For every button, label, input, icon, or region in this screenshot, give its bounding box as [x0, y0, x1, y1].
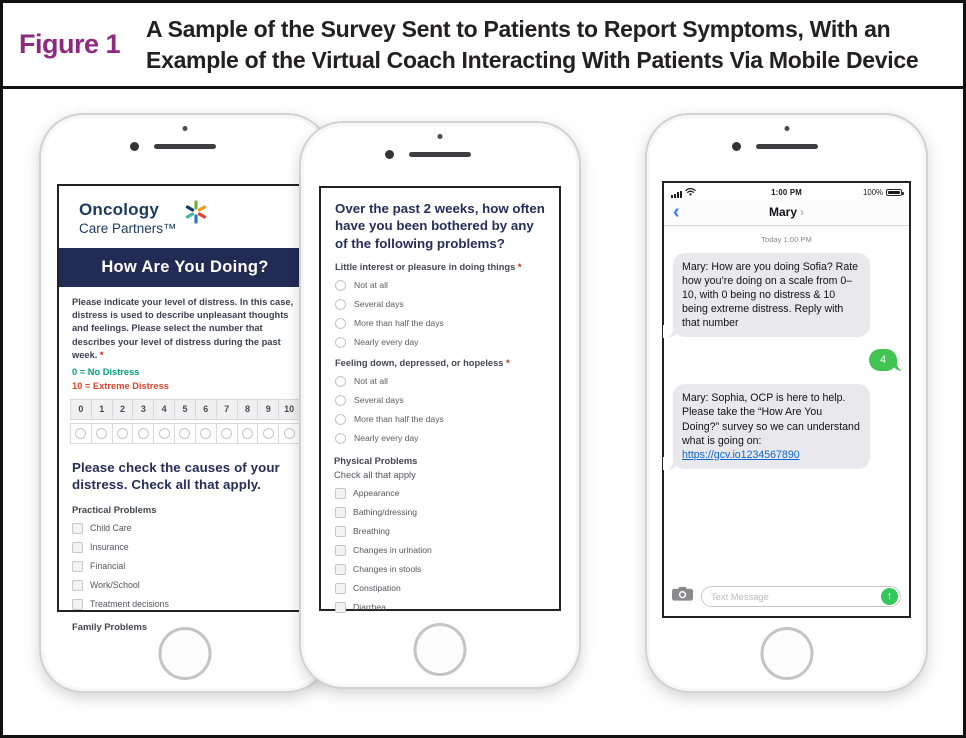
- required-asterisk: *: [517, 261, 522, 272]
- checkbox[interactable]: [72, 523, 83, 534]
- messages-nav-bar: [664, 199, 909, 226]
- question2-text: Feeling down, depressed, or hopeless: [335, 357, 504, 368]
- logo-name-bottom: Care Partners™: [79, 221, 177, 236]
- signal-strength-icon: [671, 191, 682, 199]
- checkbox[interactable]: [72, 599, 83, 610]
- figure-title: [146, 14, 918, 75]
- survey-link[interactable]: https://gcv.io1234567890: [682, 448, 800, 461]
- radio-option[interactable]: [335, 414, 545, 425]
- distress-intro-body: Please indicate your level of distress. In this case, distress is used to describe unpleasant thoughts and feelings. Please select the number that describes your level of distress during the past week.: [72, 297, 294, 360]
- radio-option[interactable]: [335, 280, 545, 291]
- checkbox-item[interactable]: [335, 507, 545, 518]
- radio-button[interactable]: [335, 299, 346, 310]
- chat-area: [664, 226, 909, 616]
- radio-button[interactable]: [335, 433, 346, 444]
- scale-radio-cell[interactable]: [196, 424, 217, 444]
- causes-heading: Please check the causes of your distress. Check all that apply.: [72, 459, 280, 492]
- camera-icon[interactable]: [672, 586, 693, 606]
- practical-problems-list: [59, 523, 311, 610]
- distress-intro-text: [72, 296, 298, 362]
- phone-distress-survey: [39, 113, 331, 693]
- question2-options: [321, 376, 559, 444]
- distress-survey-screen: [57, 184, 313, 632]
- checkbox-label: Constipation: [353, 583, 401, 594]
- logo-name-top: Oncology: [79, 200, 159, 219]
- starburst-logo-icon: [184, 200, 208, 229]
- oncology-care-partners-logo: [59, 186, 311, 236]
- scale-radio-button[interactable]: [159, 428, 170, 439]
- scale-number-cell: 0: [71, 400, 92, 420]
- scale-radio-row: [70, 423, 300, 444]
- figure-title-line1: A Sample of the Survey Sent to Patients to Report Symptoms, With an: [146, 16, 891, 43]
- scale-legend-low: 0 = No Distress: [72, 366, 140, 377]
- scale-radio-button[interactable]: [117, 428, 128, 439]
- radio-option[interactable]: [335, 376, 545, 387]
- checkbox-item[interactable]: [72, 580, 298, 591]
- phone-top-dot: [438, 134, 443, 139]
- contact-name[interactable]: Mary: [768, 205, 797, 219]
- radio-label: Nearly every day: [354, 433, 419, 444]
- survey-banner-title: How Are You Doing?: [59, 248, 311, 287]
- phq-survey-screen: [319, 186, 561, 611]
- checkbox-label: Diarrhea: [353, 602, 386, 613]
- figure-body: [3, 89, 963, 735]
- checkbox-label: Changes in stools: [353, 564, 422, 575]
- scale-radio-cell[interactable]: [113, 424, 134, 444]
- front-camera-icon: [732, 142, 741, 151]
- logo-text: [79, 200, 177, 236]
- radio-label: Several days: [354, 395, 404, 406]
- scale-radio-button[interactable]: [200, 428, 211, 439]
- checkbox-label: Financial: [90, 561, 126, 572]
- figure-title-line2: Example of the Virtual Coach Interacting With Patients Via Mobile Device: [146, 46, 919, 73]
- radio-button[interactable]: [335, 376, 346, 387]
- checkbox[interactable]: [72, 542, 83, 553]
- phq-question2-label: [335, 358, 545, 368]
- checkbox-item[interactable]: [335, 564, 545, 575]
- phone-phq-survey: [299, 121, 581, 689]
- checkbox[interactable]: [335, 507, 346, 518]
- distress-scale: [70, 399, 300, 444]
- physical-problems-heading: Physical Problems: [334, 454, 418, 466]
- scale-number-cell: 9: [258, 400, 279, 420]
- incoming-message-2: [673, 384, 870, 468]
- checkbox[interactable]: [335, 602, 346, 613]
- message-input[interactable]: [711, 591, 881, 602]
- scale-legend-high: 10 = Extreme Distress: [72, 380, 169, 391]
- battery-percent: 100%: [863, 188, 883, 197]
- required-asterisk: *: [99, 349, 104, 360]
- scale-radio-cell[interactable]: [154, 424, 175, 444]
- scale-radio-button[interactable]: [263, 428, 274, 439]
- checkbox-label: Breathing: [353, 526, 390, 537]
- scale-number-cell: 3: [133, 400, 154, 420]
- checkbox-item[interactable]: [335, 583, 545, 594]
- practical-problems-heading: Practical Problems: [72, 503, 157, 515]
- status-bar: [664, 183, 909, 199]
- scale-radio-cell[interactable]: [279, 424, 300, 444]
- phone-top-dot: [183, 126, 188, 131]
- checkbox-item[interactable]: [335, 545, 545, 556]
- checkbox[interactable]: [335, 526, 346, 537]
- radio-button[interactable]: [335, 318, 346, 329]
- messages-screen: [662, 181, 911, 618]
- radio-option[interactable]: [335, 299, 545, 310]
- scale-radio-button[interactable]: [179, 428, 190, 439]
- radio-button[interactable]: [335, 337, 346, 348]
- status-left: [671, 187, 735, 198]
- phq-question1-label: [335, 262, 545, 272]
- radio-option[interactable]: [335, 318, 545, 329]
- checkbox-label: Work/School: [90, 580, 140, 591]
- scale-radio-cell[interactable]: [258, 424, 279, 444]
- scale-number-cell: 1: [92, 400, 113, 420]
- checkbox-label: Child Care: [90, 523, 132, 534]
- checkbox[interactable]: [335, 488, 346, 499]
- checkbox-item[interactable]: [335, 488, 545, 499]
- scale-number-cell: 4: [154, 400, 175, 420]
- checkbox-item[interactable]: [335, 602, 545, 613]
- home-button[interactable]: [159, 627, 212, 680]
- checkbox-item[interactable]: [72, 523, 298, 534]
- radio-label: Not at all: [354, 376, 388, 387]
- scale-radio-button[interactable]: [242, 428, 253, 439]
- checkbox-item[interactable]: [72, 542, 298, 553]
- scale-radio-cell[interactable]: [238, 424, 259, 444]
- scale-number-cell: 7: [217, 400, 238, 420]
- scale-radio-button[interactable]: [221, 428, 232, 439]
- radio-button[interactable]: [335, 395, 346, 406]
- scale-number-cell: 2: [113, 400, 134, 420]
- scale-number-cell: 8: [238, 400, 259, 420]
- checkbox[interactable]: [72, 561, 83, 572]
- checkbox[interactable]: [335, 545, 346, 556]
- checkbox-label: Bathing/dressing: [353, 507, 418, 518]
- battery-icon: [886, 189, 902, 197]
- phone-messages: [645, 113, 928, 693]
- wifi-icon: [685, 187, 696, 198]
- scale-radio-cell[interactable]: [175, 424, 196, 444]
- incoming-message-2-text: Mary: Sophia, OCP is here to help. Please take the “How Are You Doing?” survey so we can understand what is going on:: [682, 392, 860, 447]
- radio-label: More than half the days: [354, 414, 444, 425]
- scale-radio-cell[interactable]: [92, 424, 113, 444]
- checkbox-item[interactable]: [335, 526, 545, 537]
- scale-radio-cell[interactable]: [71, 424, 92, 444]
- phone-top-dot: [784, 126, 789, 131]
- checkbox-label: Insurance: [90, 542, 129, 553]
- date-header: Today 1:00 PM: [761, 235, 812, 244]
- send-button[interactable]: ↑: [881, 588, 898, 605]
- radio-label: Not at all: [354, 280, 388, 291]
- family-problems-heading: Family Problems: [72, 620, 148, 632]
- checkbox-item[interactable]: [72, 599, 298, 610]
- physical-problems-subheading: Check all that apply: [334, 468, 416, 480]
- message-input-pill: [701, 586, 901, 607]
- scale-number-cell: 6: [196, 400, 217, 420]
- speaker-icon: [154, 144, 216, 149]
- speaker-icon: [409, 152, 471, 157]
- radio-label: Nearly every day: [354, 337, 419, 348]
- radio-button[interactable]: [335, 414, 346, 425]
- figure-label: Figure 1: [19, 29, 121, 59]
- speaker-icon: [756, 144, 818, 149]
- back-chevron-icon[interactable]: ‹: [673, 201, 680, 223]
- radio-option[interactable]: [335, 395, 545, 406]
- scale-radio-cell[interactable]: [217, 424, 238, 444]
- scale-radio-cell[interactable]: [133, 424, 154, 444]
- physical-problems-list: [321, 488, 559, 613]
- status-right: [838, 188, 902, 197]
- message-input-bar: [664, 583, 909, 616]
- scale-number-cell: 5: [175, 400, 196, 420]
- radio-option[interactable]: [335, 337, 545, 348]
- home-button[interactable]: [414, 623, 467, 676]
- checkbox[interactable]: [335, 583, 346, 594]
- checkbox-label: Appearance: [353, 488, 400, 499]
- phq-heading: Over the past 2 weeks, how often have you been bothered by any of the following problems?: [335, 201, 545, 251]
- scale-radio-button[interactable]: [284, 428, 295, 439]
- scale-number-row: [70, 399, 300, 420]
- front-camera-icon: [130, 142, 139, 151]
- required-asterisk: *: [506, 357, 510, 368]
- radio-label: More than half the days: [354, 318, 444, 329]
- checkbox-item[interactable]: [72, 561, 298, 572]
- checkbox-label: Changes in urination: [353, 545, 432, 556]
- scale-radio-button[interactable]: [75, 428, 86, 439]
- outgoing-reply-bubble: 4: [869, 349, 897, 371]
- radio-label: Several days: [354, 299, 404, 310]
- scale-radio-button[interactable]: [96, 428, 107, 439]
- contact-chevron-icon[interactable]: ›: [800, 205, 804, 219]
- scale-number-cell: 10: [279, 400, 300, 420]
- radio-button[interactable]: [335, 280, 346, 291]
- checkbox[interactable]: [335, 564, 346, 575]
- status-time: 1:00 PM: [771, 188, 802, 197]
- radio-option[interactable]: [335, 433, 545, 444]
- checkbox-label: Treatment decisions: [90, 599, 169, 610]
- front-camera-icon: [385, 150, 394, 159]
- figure-header: [3, 3, 963, 89]
- scale-radio-button[interactable]: [138, 428, 149, 439]
- checkbox[interactable]: [72, 580, 83, 591]
- question1-text: Little interest or pleasure in doing things: [335, 261, 516, 272]
- home-button[interactable]: [760, 627, 813, 680]
- incoming-message-1: Mary: How are you doing Sofia? Rate how you’re doing on a scale from 0–10, with 0 being no distress & 10 being extreme distress. Reply with that number: [673, 253, 870, 337]
- question1-options: [321, 280, 559, 348]
